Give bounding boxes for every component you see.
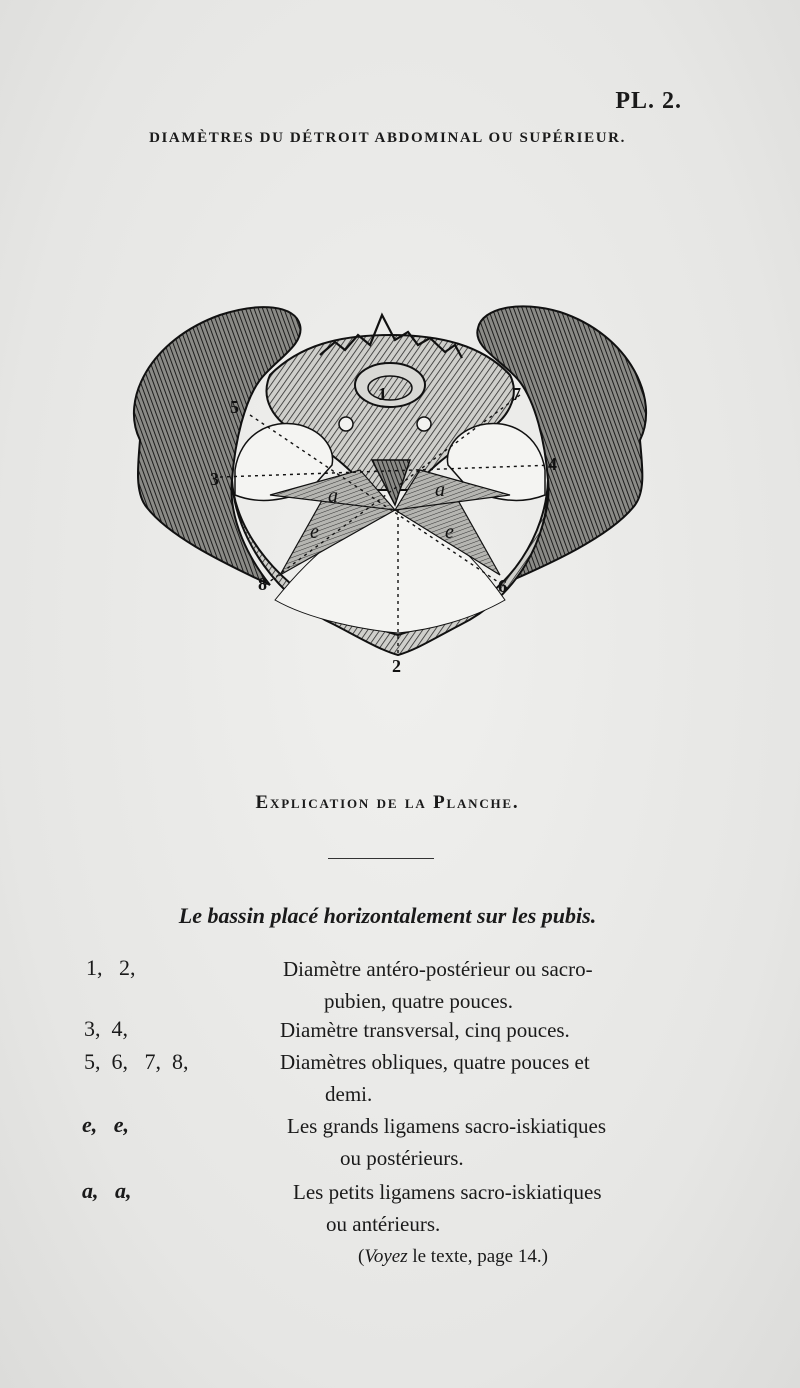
legend-line: Diamètre transversal, cinq pouces. (280, 1018, 570, 1042)
label-a-left: a (328, 485, 338, 507)
reference-open: ( (358, 1246, 365, 1267)
legend-key: 3, 4, (84, 1016, 128, 1041)
legend-key: 1, 2, (86, 955, 136, 980)
label-2: 2 (392, 656, 401, 676)
plate-number: PL. 2. (615, 88, 682, 114)
legend-key: a, a, (82, 1178, 132, 1203)
legend-line: ou antérieurs. (326, 1212, 441, 1236)
label-e-right: e (445, 521, 454, 543)
label-5: 5 (230, 397, 239, 417)
legend-line: Diamètre antéro-postérieur ou sacro- (283, 957, 593, 981)
legend-line: pubien, quatre pouces. (324, 989, 513, 1013)
legend-line: Les grands ligamens sacro-iskiatiques (287, 1114, 606, 1138)
label-a-right: a (435, 479, 445, 501)
explication-heading: Explication de la Planche. (255, 792, 520, 813)
legend-line: ou postérieurs. (340, 1146, 464, 1170)
text-reference (358, 1246, 548, 1268)
legend-line: demi. (325, 1082, 373, 1106)
reference-rest: le texte, page 14.) (407, 1246, 548, 1267)
label-7: 7 (512, 384, 521, 404)
reference-voyez: Voyez (364, 1246, 408, 1267)
pelvis-illustration (110, 300, 670, 685)
legend-line: Les petits ligamens sacro-iskiatiques (293, 1180, 602, 1204)
legend-key: e, e, (82, 1112, 130, 1137)
divider-rule (328, 858, 434, 859)
subtitle: Le bassin placé horizontalement sur les pubis. (178, 903, 597, 928)
label-1: 1 (378, 384, 387, 404)
label-3: 3 (210, 469, 219, 489)
plate-title: DIAMÈTRES DU DÉTROIT ABDOMINAL OU SUPÉRIEUR. (149, 130, 626, 146)
label-e-left: e (310, 521, 319, 543)
label-4: 4 (548, 454, 557, 474)
legend-key: 5, 6, 7, 8, (84, 1049, 189, 1074)
label-8: 8 (258, 574, 267, 594)
legend-line: Diamètres obliques, quatre pouces et (280, 1050, 590, 1074)
label-6: 6 (498, 576, 507, 596)
